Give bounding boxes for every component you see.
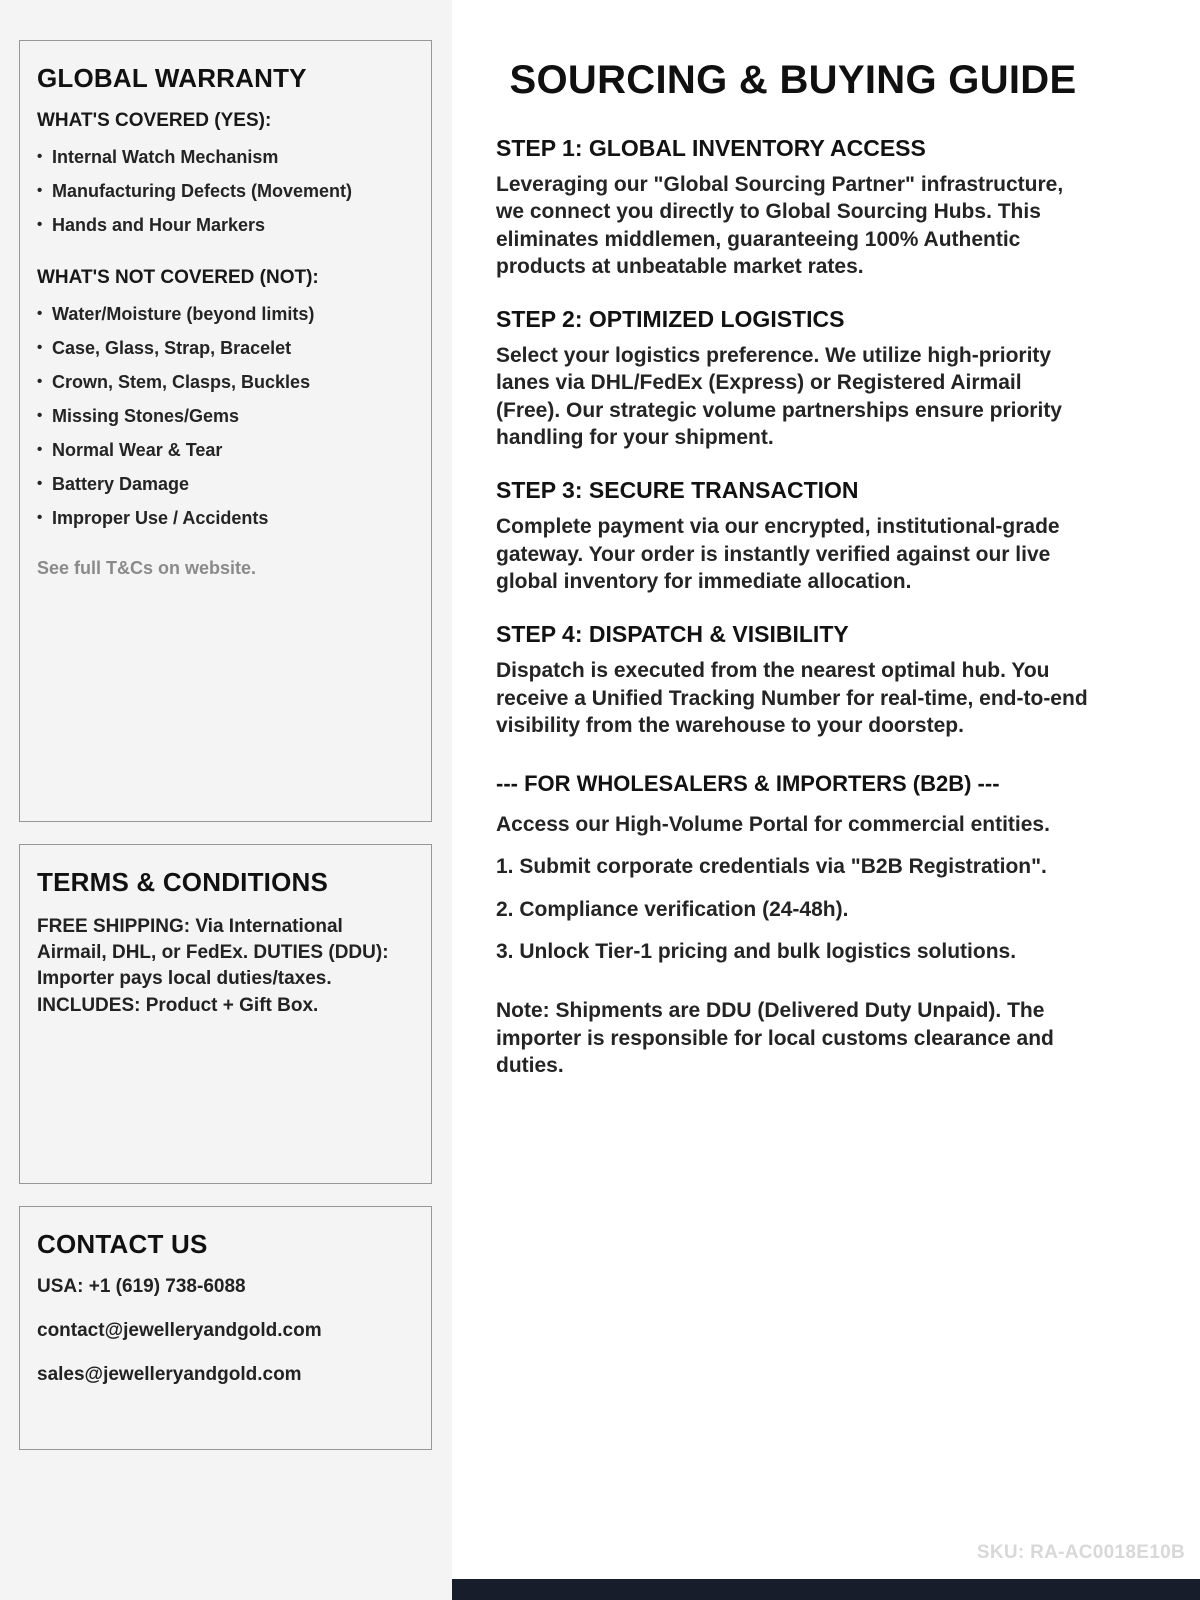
list-item: • Normal Wear & Tear <box>37 440 414 462</box>
page-title: SOURCING & BUYING GUIDE <box>509 58 1077 102</box>
list-item: • Internal Watch Mechanism <box>37 147 414 169</box>
step-2-heading: STEP 2: OPTIMIZED LOGISTICS <box>496 306 845 333</box>
contact-email-sales: sales@jewelleryandgold.com <box>37 1364 302 1385</box>
contact-box <box>19 1206 432 1450</box>
sidebar <box>0 0 452 1600</box>
b2b-intro: Access our High-Volume Portal for commercial entities. <box>496 813 1050 837</box>
list-item: • Improper Use / Accidents <box>37 508 414 530</box>
b2b-note: Note: Shipments are DDU (Delivered Duty Unpaid). The importer is responsible for local customs clearance and duties. <box>496 999 1054 1077</box>
step-1-section <box>496 135 1090 280</box>
b2b-item-3: 3. Unlock Tier-1 pricing and bulk logistics solutions. <box>496 940 1017 964</box>
warranty-footnote: See full T&Cs on website. <box>37 557 257 578</box>
not-covered-heading: WHAT'S NOT COVERED (NOT): <box>37 266 319 288</box>
warranty-title: GLOBAL WARRANTY <box>37 63 307 93</box>
step-4-body: Dispatch is executed from the nearest optimal hub. You receive a Unified Tracking Number for real-time, end-to-end visibility from the warehouse to your doorstep. <box>496 659 1088 737</box>
list-item: • Battery Damage <box>37 474 414 496</box>
covered-list <box>37 147 414 237</box>
covered-heading: WHAT'S COVERED (YES): <box>37 110 272 131</box>
step-3-body: Complete payment via our encrypted, institutional-grade gateway. Your order is instantly verified against our live global inventory for immediate allocation. <box>496 515 1060 593</box>
b2b-section <box>496 771 1090 1079</box>
step-3-section <box>496 477 1090 595</box>
terms-box <box>19 844 432 1184</box>
step-4-heading: STEP 4: DISPATCH & VISIBILITY <box>496 621 849 648</box>
list-item: • Missing Stones/Gems <box>37 406 414 428</box>
list-item: • Case, Glass, Strap, Bracelet <box>37 338 414 360</box>
step-2-body: Select your logistics preference. We utilize high-priority lanes via DHL/FedEx (Express) or Registered Airmail (Free). Our strategic volume partnerships ensure priority handling for your shipment. <box>496 344 1062 450</box>
list-item: • Hands and Hour Markers <box>37 215 414 237</box>
sku-label: SKU: RA-AC0018E10B <box>976 1542 1185 1563</box>
terms-title: TERMS & CONDITIONS <box>37 867 329 897</box>
warranty-box <box>19 40 432 822</box>
contact-title: CONTACT US <box>37 1229 208 1259</box>
list-item: • Manufacturing Defects (Movement) <box>37 181 414 203</box>
b2b-item-2: 2. Compliance verification (24-48h). <box>496 897 849 921</box>
step-4-section <box>496 621 1090 739</box>
step-3-heading: STEP 3: SECURE TRANSACTION <box>496 477 859 504</box>
main-content <box>452 0 1200 1600</box>
footer-bar <box>452 1579 1200 1600</box>
contact-email-primary: contact@jewelleryandgold.com <box>37 1320 322 1341</box>
step-1-heading: STEP 1: GLOBAL INVENTORY ACCESS <box>496 135 926 161</box>
list-item: • Crown, Stem, Clasps, Buckles <box>37 372 414 394</box>
not-covered-list <box>37 304 414 530</box>
b2b-item-1: 1. Submit corporate credentials via "B2B Registration". <box>496 855 1047 879</box>
contact-phone: USA: +1 (619) 738-6088 <box>37 1276 246 1297</box>
b2b-heading: --- FOR WHOLESALERS & IMPORTERS (B2B) --- <box>496 771 1000 797</box>
terms-body: FREE SHIPPING: Via International Airmail, DHL, or FedEx. DUTIES (DDU): Importer pays local duties/taxes. INCLUDES: Product + Gift Box. <box>37 916 389 1016</box>
step-2-section <box>496 306 1090 451</box>
step-1-body: Leveraging our "Global Sourcing Partner" infrastructure, we connect you directly to Global Sourcing Hubs. This eliminates middlemen, guaranteeing 100% Authentic products at unbeatable market rates. <box>496 173 1064 278</box>
list-item: • Water/Moisture (beyond limits) <box>37 304 414 326</box>
